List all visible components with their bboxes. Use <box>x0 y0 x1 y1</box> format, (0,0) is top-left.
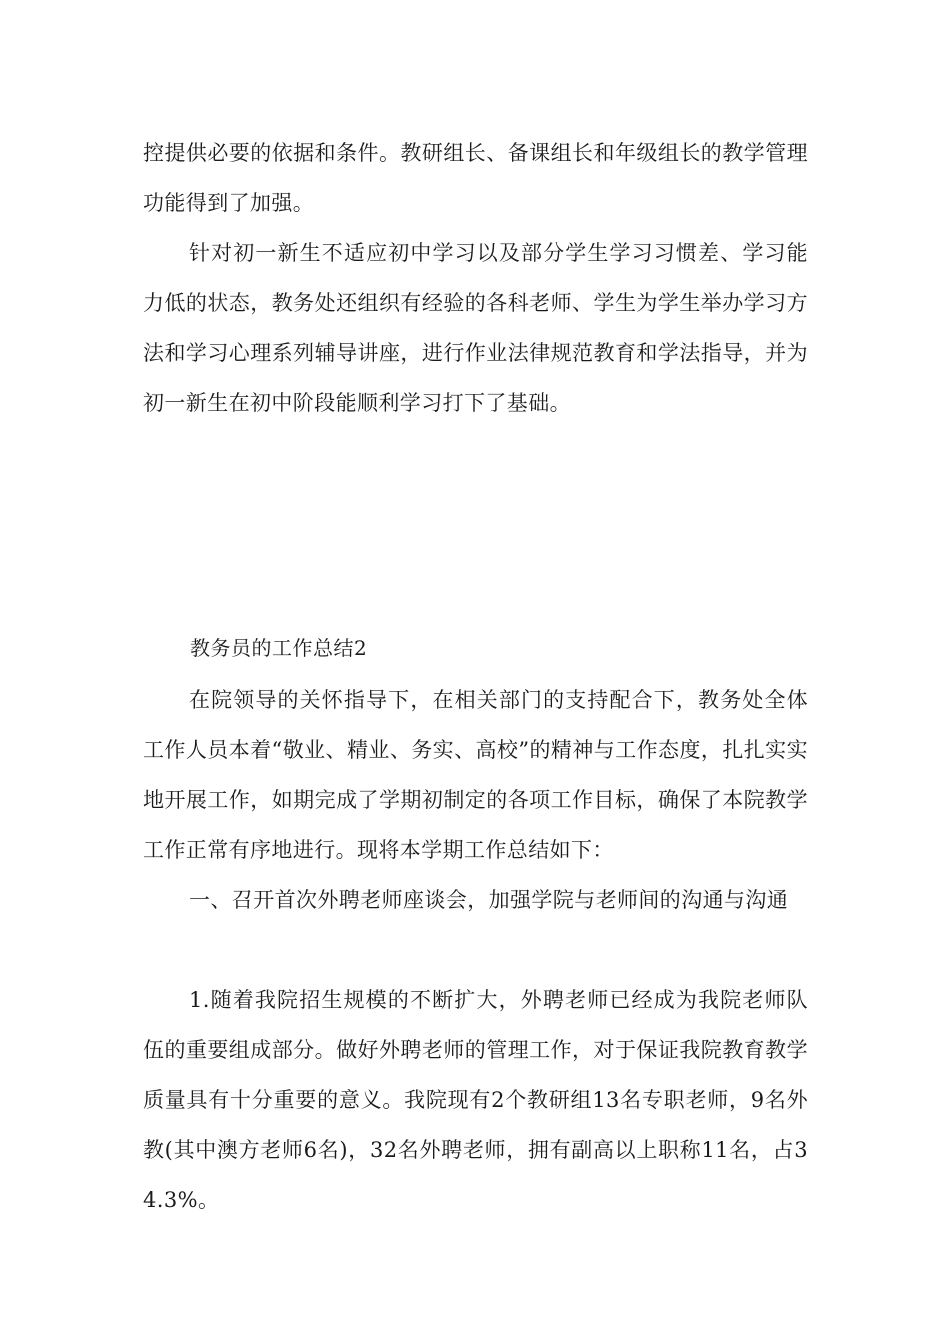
paragraph-item-one: 1.随着我院招生规模的不断扩大，外聘老师已经成为我院老师队伍的重要组成部分。做好外聘老师的管理工作，对于保证我院教育教学质量具有十分重要的意义。我院现有2个教研组13名专职老师，9名外教(其中澳方老师6名)，32名外聘老师，拥有副高以上职称11名，占34.3%。 <box>143 988 808 1212</box>
paragraph-continuation: 控提供必要的依据和条件。教研组长、备课组长和年级组长的教学管理功能得到了加强。 <box>143 141 808 215</box>
section-heading: 教务员的工作总结2 <box>190 636 368 660</box>
paragraph-freshmen-guidance: 针对初一新生不适应初中学习以及部分学生学习习惯差、学习能力低的状态，教务处还组织有经验的各科老师、学生为学生举办学习方法和学习心理系列辅导讲座，进行作业法律规范教育和学法指导，并为初一新生在初中阶段能顺利学习打下了基础。 <box>143 241 808 415</box>
paragraph-section-one-title: 一、召开首次外聘老师座谈会，加强学院与老师间的沟通与沟通 <box>189 888 789 912</box>
paragraph-intro: 在院领导的关怀指导下，在相关部门的支持配合下，教务处全体工作人员本着“敬业、精业、务实、高校”的精神与工作态度，扎扎实实地开展工作，如期完成了学期初制定的各项工作目标，确保了本院教学工作正常有序地进行。现将本学期工作总结如下： <box>143 688 808 862</box>
